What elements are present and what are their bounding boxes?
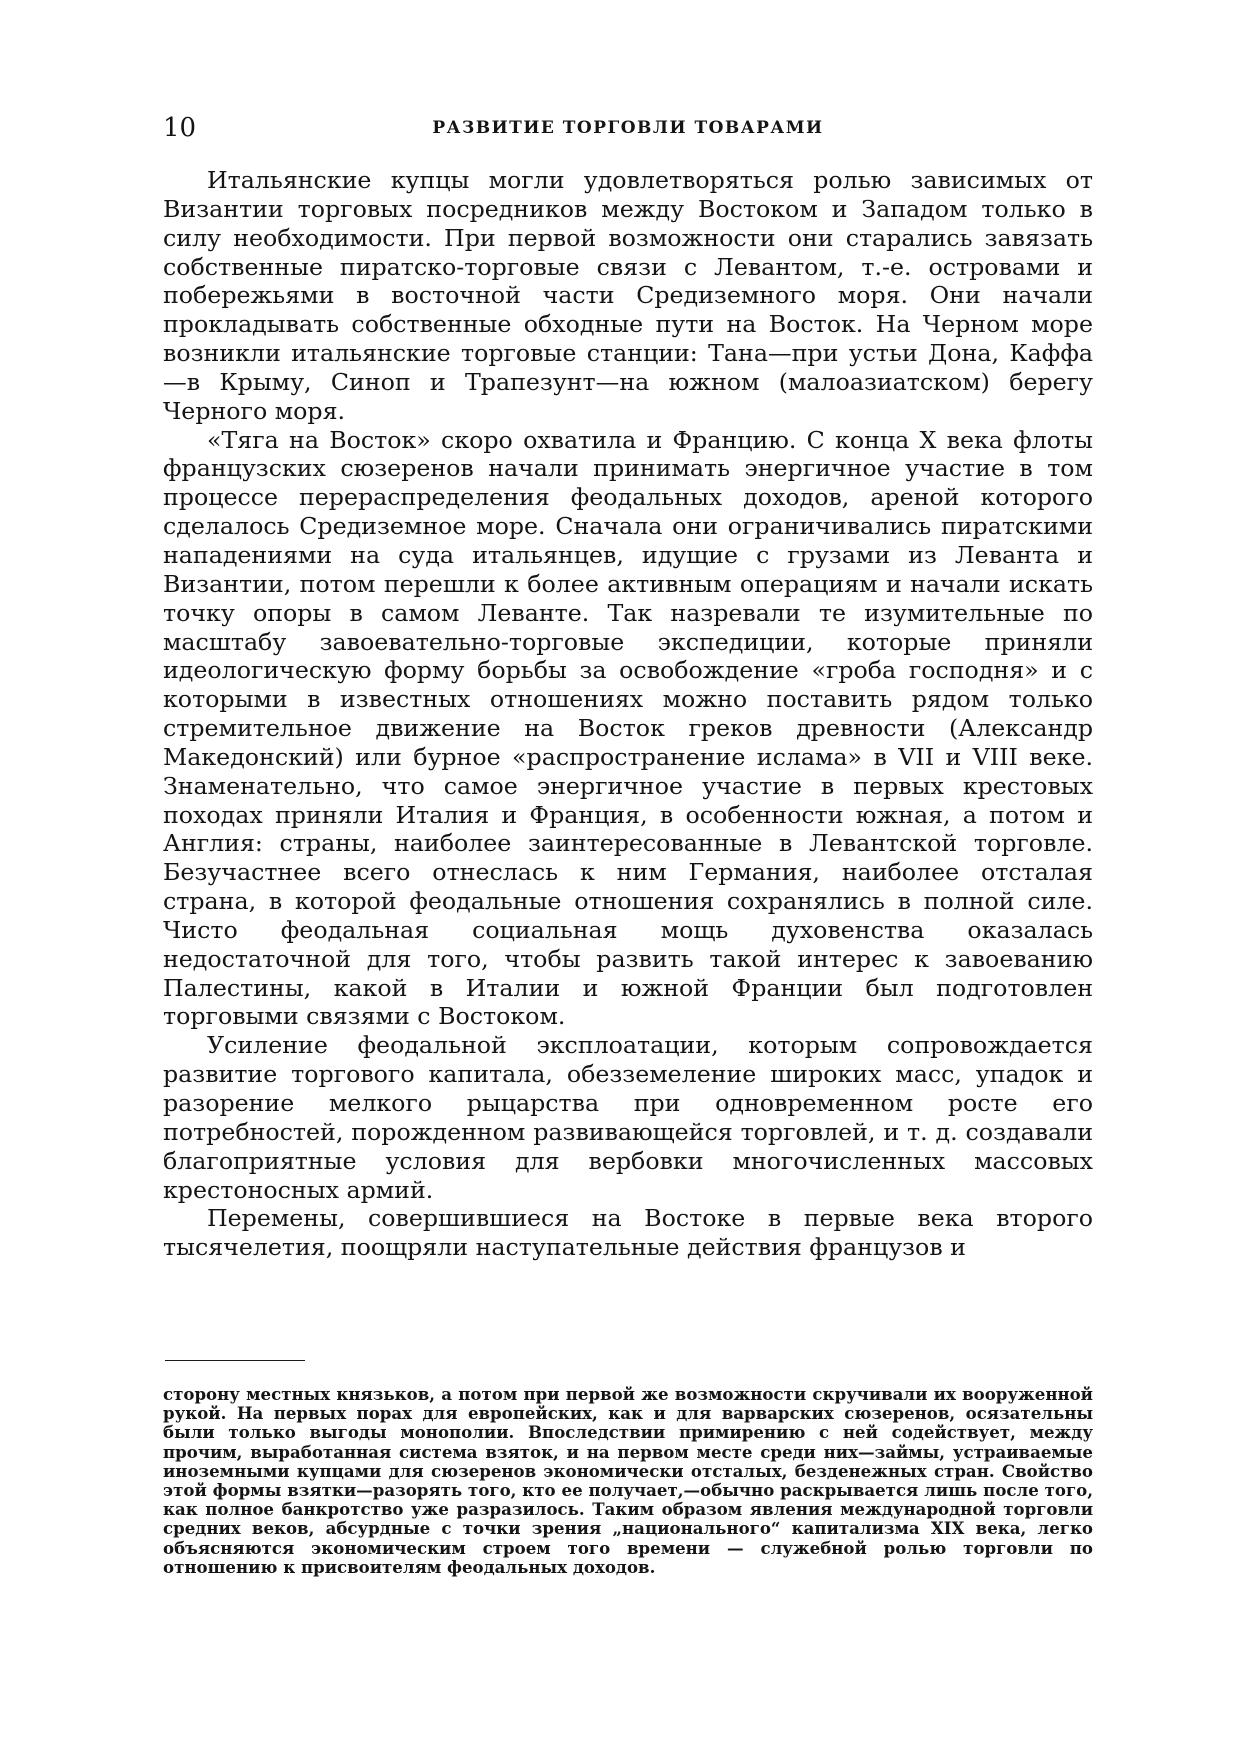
- footnote-separator: [165, 1360, 305, 1361]
- running-head: РАЗВИТИЕ ТОРГОВЛИ ТОВАРАМИ: [432, 118, 824, 138]
- paragraph: «Тяга на Восток» скоро охватила и Францию. С конца X века флоты французских сюзеренов начали принимать энергичное участие в том процессе перераспределения феодальных доходов, ареной которого сделалось Средиземное море. Сначала они ограничивались пиратскими нападениями на суда итальянцев, идущие с грузами из Леванта и Византии, потом перешли к более активным операциям и начали искать точку опоры в самом Леванте. Так назревали те изумительные по масштабу завоевательно-торговые экспедиции, которые приняли идеологическую форму борьбы за освобождение «гроба господня» и с которыми в известных отношениях можно поставить рядом только стремительное движение на Восток греков древности (Александр Македонский) или бурное «распространение ислама» в VII и VIII веке. Знаменательно, что самое энергичное участие в первых крестовых походах приняли Италия и Франция, в особенности южная, а потом и Англия: страны, наиболее заинтересованные в Левантской торговле. Безучастнее всего отнеслась к ним Германия, наиболее отсталая страна, в которой феодальные отношения сохранялись в полной силе. Чисто феодальная социальная мощь духовенства оказалась недостаточной для того, чтобы развить такой интерес к завоеванию Палестины, какой в Италии и южной Франции был подготовлен торговыми связями с Востоком.: [163, 425, 1093, 1031]
- page-header: [163, 108, 1093, 148]
- footnote: сторону местных князьков, а потом при первой же возможности скручивали их вооруженной рукой. На первых порах для европейских, как и для варварских сюзеренов, осязательны были только выгоды монополии. Впоследствии примирению с ней содействует, между прочим, выработанная система взяток, и на первом месте среди них—займы, устраиваемые иноземными купцами для сюзеренов экономически отсталых, безденежных стран. Свойство этой формы взятки—разорять того, кто ее получает,—обычно раскрывается лишь после того, как полное банкротство уже разразилось. Таким образом явления международной торговли средних веков, абсурдные с точки зрения „национального“ капитализма XIX века, легко объясняются экономическим строем того времени — служебной ролью торговли по отношению к присвоителям феодальных доходов.: [163, 1384, 1093, 1577]
- page-number: 10: [163, 113, 197, 143]
- main-text: [163, 166, 1093, 1262]
- paragraph: Усиление феодальной эксплоатации, которым сопровождается развитие торгового капитала, обезземеление широких масс, упадок и разорение мелкого рыцарства при одновременном росте его потребностей, порожденном развивающейся торговлей, и т. д. создавали благоприятные условия для вербовки многочисленных массовых крестоносных армий.: [163, 1031, 1093, 1204]
- paragraph: Итальянские купцы могли удовлетворяться ролью зависимых от Византии торговых посредников между Востоком и Западом только в силу необходимости. При первой возможности они старались завязать собственные пиратско-торговые связи с Левантом, т.-е. островами и побережьями в восточной части Средиземного моря. Они начали прокладывать собственные обходные пути на Восток. На Черном море возникли итальянские торговые станции: Тана—при устьи Дона, Каффа—в Крыму, Синоп и Трапезунт—на южном (малоазиатском) берегу Черного моря.: [163, 166, 1093, 425]
- paragraph: Перемены, совершившиеся на Востоке в первые века второго тысячелетия, поощряли наступательные действия французов и: [163, 1204, 1093, 1262]
